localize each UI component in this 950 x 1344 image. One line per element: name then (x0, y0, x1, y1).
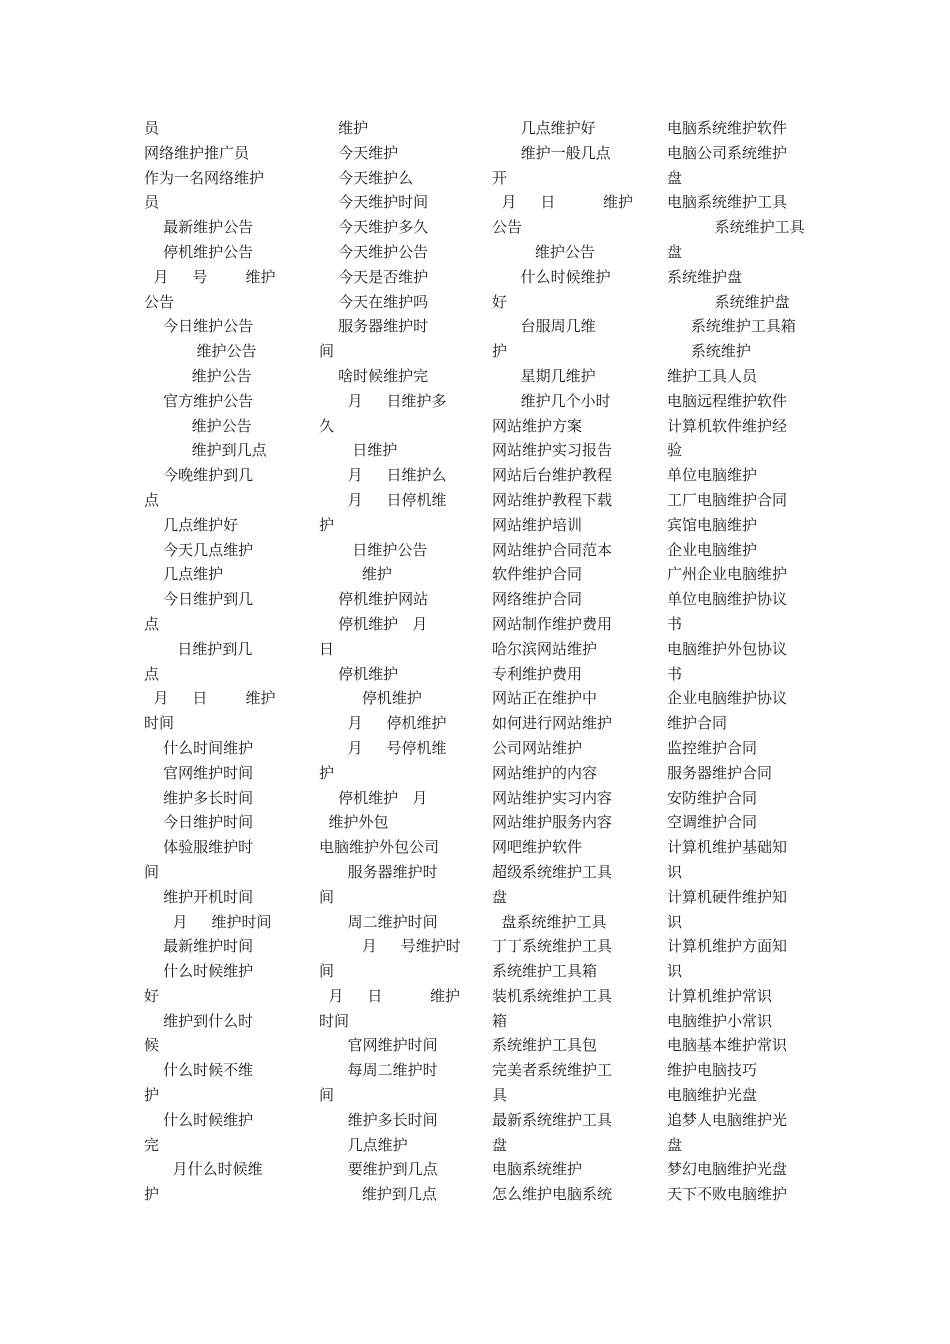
text-line: 识 (667, 962, 683, 981)
text-line: 维护到几点 (144, 441, 267, 460)
text-line: 几点维护 (144, 565, 224, 584)
text-line: 维护到几点 (319, 1185, 437, 1204)
text-line: 时间 (144, 714, 175, 733)
text-line: 停机维护公告 (144, 242, 254, 261)
text-line: 电脑公司系统维护 (667, 143, 788, 162)
text-line: 电脑系统维护工具 (667, 193, 788, 212)
text-line: 盘 (667, 168, 683, 187)
text-line: 计算机软件维护经 (667, 416, 788, 435)
text-line: 网站维护实习内容 (492, 788, 613, 807)
text-line: 哈尔滨网站维护 (492, 639, 598, 658)
text-line: 维护多长时间 (144, 788, 254, 807)
text-line: 作为一名网络维护 (144, 168, 265, 187)
text-line: 维护公告 (144, 342, 257, 361)
text-line: 系统维护盘 (667, 292, 790, 311)
text-line: 计算机维护方面知 (667, 937, 788, 956)
text-line: 台服周几维 (492, 317, 596, 336)
text-line: 箱 (492, 1011, 508, 1030)
text-line: 今天维护么 (319, 168, 414, 187)
text-line: 几点维护好 (144, 515, 239, 534)
text-line: 间 (319, 1086, 335, 1105)
text-line: 企业电脑维护 (667, 540, 758, 559)
text-line: 好 (492, 292, 508, 311)
text-line: 星期几维护 (492, 366, 596, 385)
text-line: 停机维护网站 (319, 590, 429, 609)
text-line: 每周二维护时 (319, 1061, 438, 1080)
text-line: 今日维护时间 (144, 813, 254, 832)
text-line: 装机系统维护工具 (492, 986, 613, 1005)
column-2 (319, 116, 461, 1207)
text-line: 书 (667, 664, 683, 683)
text-line: 电脑维护外包协议 (667, 639, 788, 658)
text-line: 点 (144, 614, 160, 633)
text-line: 盘 (492, 887, 508, 906)
text-line: 今天维护时间 (319, 193, 429, 212)
column-3 (492, 116, 633, 1207)
text-line: 单位电脑维护 (667, 466, 758, 485)
text-line: 月 日维护么 (319, 466, 447, 485)
text-line: 维护 (319, 565, 392, 584)
text-line: 维护开机时间 (144, 887, 254, 906)
text-line: 今天在维护吗 (319, 292, 429, 311)
text-line: 停机维护 (319, 664, 399, 683)
text-line: 维护 (319, 119, 369, 137)
text-line: 网络维护推广员 (144, 143, 250, 162)
text-line: 月 维护时间 (144, 912, 272, 931)
text-line: 盘 (667, 1135, 683, 1154)
text-line: 久 (319, 416, 335, 435)
text-line: 间 (319, 962, 335, 981)
text-line: 超级系统维护工具 (492, 862, 613, 881)
text-line: 空调维护合同 (667, 813, 758, 832)
text-line: 官网维护时间 (319, 1036, 438, 1055)
text-line: 宾馆电脑维护 (667, 515, 758, 534)
text-line: 月 日维护多 (319, 391, 447, 410)
text-line: 怎么维护电脑系统 (492, 1185, 613, 1204)
text-line: 维护多长时间 (319, 1110, 438, 1129)
text-line: 计算机维护基础知 (667, 838, 788, 857)
text-line: 员 (144, 119, 160, 137)
text-line: 监控维护合同 (667, 738, 758, 757)
text-line: 月 停机维护 (319, 714, 447, 733)
text-line: 电脑远程维护软件 (667, 391, 788, 410)
text-line: 今天是否维护 (319, 267, 429, 286)
text-line: 单位电脑维护协议 (667, 590, 788, 609)
text-line: 识 (667, 862, 683, 881)
text-line: 月 号停机维 (319, 738, 447, 757)
text-line: 月 号维护时 (319, 937, 461, 956)
text-line: 网站制作维护费用 (492, 614, 613, 633)
text-line: 维护一般几点 (492, 143, 611, 162)
text-line: 什么时候维护 (144, 962, 254, 981)
text-line: 专利维护费用 (492, 664, 583, 683)
text-line: 盘 (492, 1135, 508, 1154)
text-line: 系统维护工具 (667, 218, 805, 237)
text-line: 月 日 维护 (492, 193, 634, 212)
text-line: 好 (144, 986, 160, 1005)
text-line: 点 (144, 490, 160, 509)
text-line: 完美者系统维护工 (492, 1061, 613, 1080)
text-line: 追梦人电脑维护光 (667, 1110, 788, 1129)
text-line: 员 (144, 193, 160, 212)
text-line: 维护到什么时 (144, 1011, 254, 1030)
text-line: 什么时候维护 (492, 267, 611, 286)
text-line: 网站维护合同范本 (492, 540, 613, 559)
text-line: 停机维护 月 (319, 614, 428, 633)
text-line: 系统维护工具箱 (667, 317, 796, 336)
text-line: 护 (492, 342, 508, 361)
text-line: 公告 (144, 292, 175, 311)
text-line: 如何进行网站维护 (492, 714, 613, 733)
text-line: 月 号 维护 (144, 267, 276, 286)
text-line: 几点维护 (319, 1135, 408, 1154)
text-line: 服务器维护时 (319, 862, 438, 881)
text-line: 今日维护公告 (144, 317, 254, 336)
text-line: 月什么时候维 (144, 1160, 263, 1179)
text-line: 月 日 维护 (319, 986, 461, 1005)
text-line: 日维护 (319, 441, 398, 460)
text-line: 维护公告 (144, 366, 252, 385)
text-line: 网站维护的内容 (492, 763, 598, 782)
text-line: 几点维护好 (492, 119, 596, 137)
text-line: 什么时候维护 (144, 1110, 254, 1129)
text-line: 最新系统维护工具 (492, 1110, 613, 1129)
text-line: 今天维护 (319, 143, 399, 162)
text-line: 护 (319, 515, 335, 534)
text-line: 停机维护 (319, 689, 422, 708)
text-line: 什么时间维护 (144, 738, 254, 757)
text-line: 候 (144, 1036, 160, 1055)
text-line: 体验服维护时 (144, 838, 254, 857)
text-line: 验 (667, 441, 683, 460)
text-line: 安防维护合同 (667, 788, 758, 807)
text-line: 今日维护到几 (144, 590, 254, 609)
text-line: 网站维护培训 (492, 515, 583, 534)
text-line: 护 (319, 763, 335, 782)
text-line: 要维护到几点 (319, 1160, 438, 1179)
text-line: 系统维护盘 (667, 267, 743, 286)
text-line: 间 (319, 342, 335, 361)
text-line: 企业电脑维护协议 (667, 689, 788, 708)
text-line: 网吧维护软件 (492, 838, 583, 857)
text-line: 维护外包 (319, 813, 389, 832)
text-line: 电脑系统维护 (492, 1160, 583, 1179)
text-line: 电脑维护小常识 (667, 1011, 773, 1030)
text-line: 啥时候维护完 (319, 366, 429, 385)
text-line: 公司网站维护 (492, 738, 583, 757)
text-line: 网站维护服务内容 (492, 813, 613, 832)
text-line: 时间 (319, 1011, 350, 1030)
text-line: 完 (144, 1135, 160, 1154)
text-line: 日维护公告 (319, 540, 428, 559)
text-line: 公告 (492, 218, 523, 237)
text-line: 间 (319, 887, 335, 906)
text-line: 具 (492, 1086, 508, 1105)
text-line: 电脑基本维护常识 (667, 1036, 788, 1055)
text-line: 月 日 维护 (144, 689, 276, 708)
text-line: 今天几点维护 (144, 540, 254, 559)
text-line: 最新维护公告 (144, 218, 254, 237)
text-line: 最新维护时间 (144, 937, 254, 956)
column-4 (667, 116, 805, 1207)
text-line: 梦幻电脑维护光盘 (667, 1160, 788, 1179)
text-line: 停机维护 月 (319, 788, 428, 807)
text-line: 官网维护时间 (144, 763, 254, 782)
text-line: 计算机维护常识 (667, 986, 773, 1005)
text-line: 日 (319, 639, 335, 658)
text-line: 广州企业电脑维护 (667, 565, 788, 584)
text-line: 盘 (667, 242, 683, 261)
text-line: 周二维护时间 (319, 912, 438, 931)
text-line: 电脑维护光盘 (667, 1086, 758, 1105)
column-1 (144, 116, 276, 1207)
text-line: 网站正在维护中 (492, 689, 598, 708)
text-line: 工厂电脑维护合同 (667, 490, 788, 509)
text-line: 系统维护工具箱 (492, 962, 598, 981)
text-line: 维护公告 (144, 416, 252, 435)
text-line: 开 (492, 168, 508, 187)
text-line: 系统维护工具包 (492, 1036, 598, 1055)
text-line: 维护电脑技巧 (667, 1061, 758, 1080)
text-line: 官方维护公告 (144, 391, 254, 410)
text-line: 今天维护多久 (319, 218, 429, 237)
text-line: 电脑系统维护软件 (667, 119, 788, 137)
text-line: 维护合同 (667, 714, 728, 733)
text-line: 服务器维护合同 (667, 763, 773, 782)
text-line: 网络维护合同 (492, 590, 583, 609)
text-line: 今天维护公告 (319, 242, 429, 261)
text-line: 计算机硬件维护知 (667, 887, 788, 906)
text-line: 天下不败电脑维护 (667, 1185, 788, 1204)
text-line: 书 (667, 614, 683, 633)
text-line: 丁丁系统维护工具 (492, 937, 613, 956)
text-line: 护 (144, 1185, 160, 1204)
text-line: 网站维护实习报告 (492, 441, 613, 460)
text-line: 维护公告 (492, 242, 595, 261)
text-line: 月 日停机维 (319, 490, 447, 509)
text-line: 点 (144, 664, 160, 683)
text-line: 电脑维护外包公司 (319, 838, 440, 857)
text-line: 系统维护 (667, 342, 751, 361)
text-line: 服务器维护时 (319, 317, 429, 336)
text-line: 什么时候不维 (144, 1061, 254, 1080)
text-line: 维护几个小时 (492, 391, 611, 410)
text-line: 间 (144, 862, 160, 881)
text-line: 维护工具人员 (667, 366, 758, 385)
text-line: 识 (667, 912, 683, 931)
text-line: 网站维护方案 (492, 416, 583, 435)
text-line: 日维护到几 (144, 639, 253, 658)
text-line: 护 (144, 1086, 160, 1105)
text-line: 网站维护教程下载 (492, 490, 613, 509)
text-line: 盘系统维护工具 (492, 912, 607, 931)
text-line: 软件维护合同 (492, 565, 583, 584)
text-line: 网站后台维护教程 (492, 466, 613, 485)
text-line: 今晚维护到几 (144, 466, 254, 485)
